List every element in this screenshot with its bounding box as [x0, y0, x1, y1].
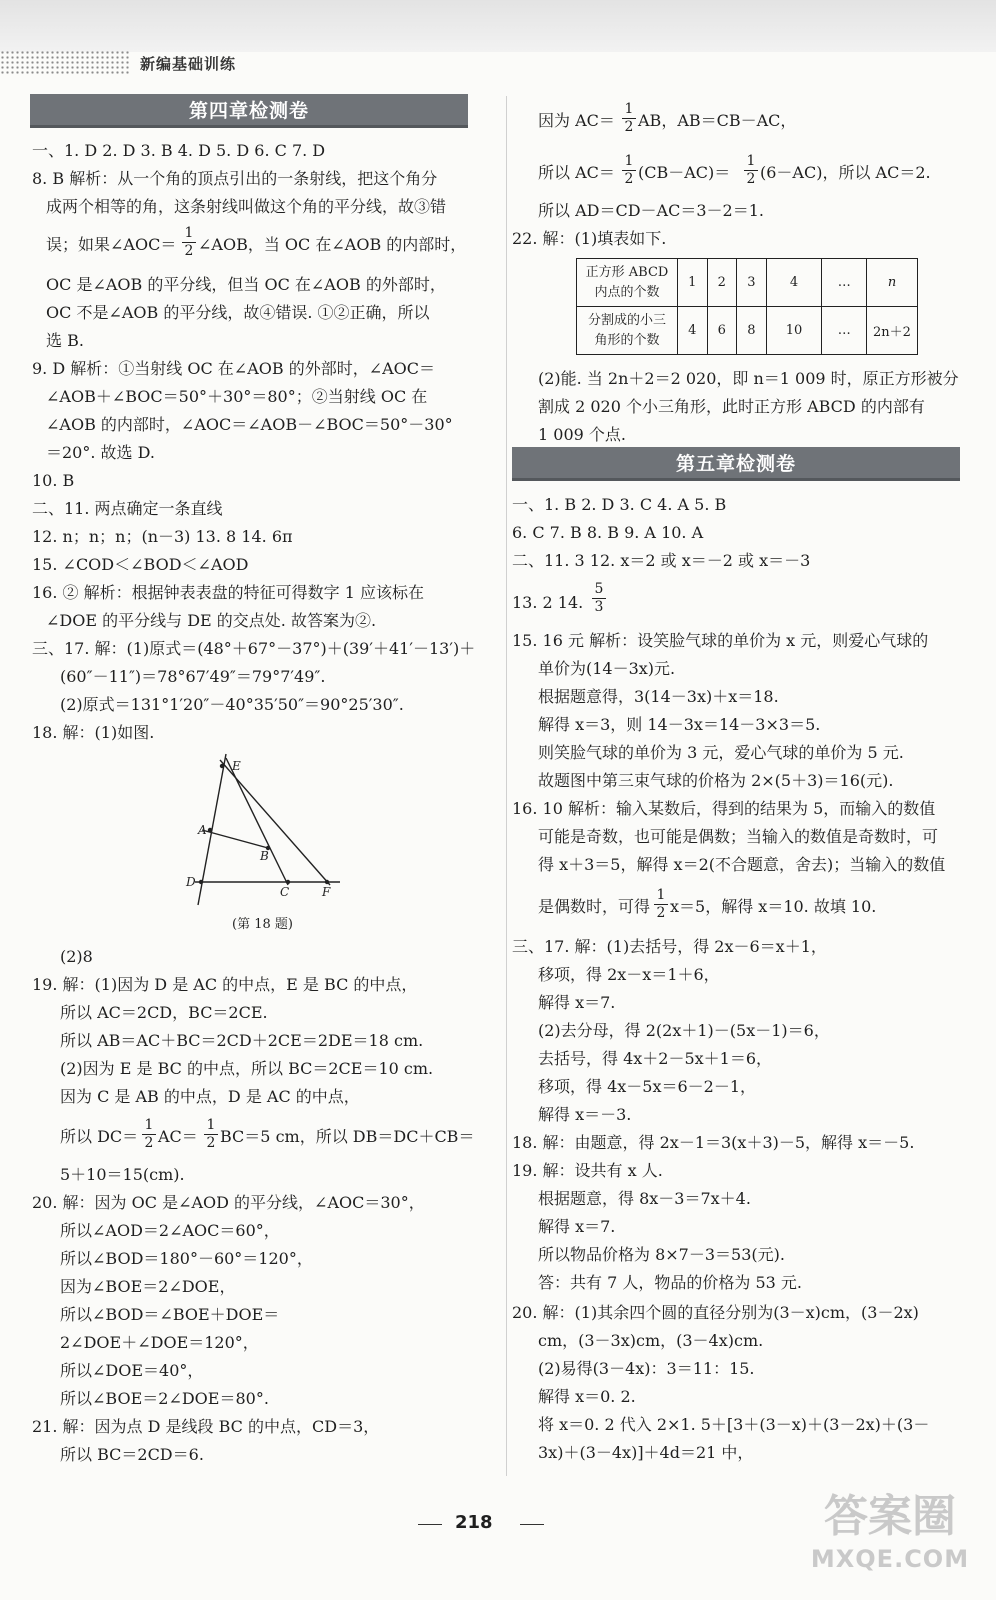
answer-line: 10. B	[32, 471, 75, 490]
answer-line: AB，AB＝CB－AC，	[638, 111, 797, 130]
answer-line: 15. 16 元 解析：设笑脸气球的单价为 x 元，则爱心气球的	[512, 631, 929, 650]
answer-line: 则笑脸气球的单价为 3 元，爱心气球的单价为 5 元.	[538, 743, 904, 762]
answer-line: (2)去分母，得 2(2x＋1)－(5x－1)＝6，	[538, 1021, 830, 1040]
watermark-url: MXQE.COM	[810, 1545, 970, 1573]
answer-line: 解得 x＝7.	[538, 993, 616, 1012]
fraction-half	[622, 102, 636, 135]
answer-line: 成两个相等的角，这条射线叫做这个角的平分线，故③错	[46, 197, 447, 216]
answer-line: (60″－11″)＝78°67′49″＝79°7′49″.	[60, 667, 326, 686]
answer-line: ∠AOB 的内部时，∠AOC＝∠AOB－∠BOC＝50°－30°	[46, 415, 453, 434]
point-e	[220, 764, 224, 768]
watermark-logo	[800, 1490, 980, 1586]
answer-line: ＝20°. 故选 D.	[46, 443, 155, 462]
page-number-dash-right	[520, 1524, 544, 1525]
answer-line: 22. 解：(1)填表如下.	[512, 229, 667, 248]
fraction-denominator: 2	[624, 119, 634, 135]
answer-line: 解得 x＝7.	[538, 1217, 616, 1236]
fraction-half	[142, 1118, 156, 1151]
answer-line: (6－AC)，所以 AC＝2.	[760, 163, 931, 182]
answer-line: 因为 C 是 AB 的中点，D 是 AC 的中点，	[60, 1087, 360, 1106]
answer-line: ∠DOE 的平分线与 DE 的交点处. 故答案为②.	[46, 611, 377, 630]
answer-line: 所以∠AOD＝2∠AOC＝60°，	[60, 1221, 280, 1240]
answer-line: 19. 解：设共有 x 人.	[512, 1161, 663, 1180]
table-row-header	[577, 307, 678, 355]
table-cell: 4	[678, 307, 708, 355]
answer-line: 所以 AC＝	[538, 163, 615, 182]
answer-line: 误；如果∠AOC＝	[46, 235, 177, 254]
answer-line: 一、1. D 2. D 3. B 4. D 5. D 6. C 7. D	[32, 141, 326, 160]
answer-line: (CB－AC)＝	[638, 163, 731, 182]
fraction-half	[622, 154, 636, 187]
table-cell: 6	[707, 307, 737, 355]
fraction-half	[182, 226, 196, 259]
answer-line: AC＝	[158, 1127, 198, 1146]
answer-line: 所以 AC＝2CD，BC＝2CE.	[60, 1003, 268, 1022]
answer-line: 所以 AD＝CD－AC＝3－2＝1.	[538, 201, 764, 220]
answer-line: 移项，得 2x－x＝1＋6，	[538, 965, 720, 984]
answer-line: 将 x＝0. 2 代入 2×1. 5＋[3＋(3－x)＋(3－2x)＋(3－	[538, 1415, 930, 1434]
table-cell: …	[822, 259, 867, 307]
fraction-numerator: 1	[624, 153, 634, 169]
table-cell: 2	[707, 259, 737, 307]
answer-line: 所以 DC＝	[60, 1127, 139, 1146]
fraction-denominator: 2	[206, 1135, 216, 1151]
answer-line: 选 B.	[46, 331, 84, 350]
answer-line: x＝5，解得 x＝10. 故填 10.	[670, 897, 877, 916]
series-title: 新编基础训练	[140, 55, 237, 73]
point-c	[286, 880, 290, 884]
fraction-numerator: 1	[144, 1117, 154, 1133]
answer-table	[576, 258, 918, 355]
answer-line: (2)原式＝131°1′20″－40°35′50″＝90°25′30″.	[60, 695, 404, 714]
label-e: E	[232, 759, 241, 773]
answer-line: 1 009 个点.	[538, 425, 626, 444]
answer-line: 所以∠BOD＝∠BOE＋DOE＝	[60, 1305, 280, 1324]
table-header-line: 角形的个数	[594, 332, 660, 348]
fraction-numerator: 1	[746, 153, 756, 169]
table-cell: 3	[737, 259, 767, 307]
answer-line: 根据题意得，3(14－3x)＋x＝18.	[538, 687, 779, 706]
table-row	[577, 259, 918, 307]
table-row	[577, 307, 918, 355]
chapter4-title: 第四章检测卷	[30, 94, 468, 128]
answer-line: 去括号，得 4x＋2－5x＋1＝6，	[538, 1049, 773, 1068]
fraction-denominator: 2	[656, 905, 666, 921]
fraction-numerator: 1	[624, 101, 634, 117]
answer-line: (2)8	[60, 947, 93, 966]
fraction-five-thirds	[592, 582, 606, 615]
table-cell: 10	[766, 307, 822, 355]
answer-line: OC 是∠AOB 的平分线，但当 OC 在∠AOB 的外部时，	[46, 275, 446, 294]
fraction-numerator: 1	[184, 225, 194, 241]
answer-line: 18. 解：由题意，得 2x－1＝3(x＋3)－5，解得 x＝－5.	[512, 1133, 915, 1152]
fraction-numerator: 1	[206, 1117, 216, 1133]
page-top-band	[0, 0, 996, 52]
table-cell: n	[867, 259, 918, 307]
answer-line: 2∠DOE＋∠DOE＝120°，	[60, 1333, 259, 1352]
fraction-denominator: 3	[594, 599, 604, 615]
fraction-denominator: 2	[746, 171, 756, 187]
answer-line: 割成 2 020 个小三角形，此时正方形 ABCD 的内部有	[538, 397, 925, 416]
answer-line: 二、11. 两点确定一条直线	[32, 499, 223, 518]
answer-line: 是偶数时，可得	[538, 897, 651, 916]
answer-line: ∠AOB，当 OC 在∠AOB 的内部时，	[198, 235, 467, 254]
answer-line: 所以∠DOE＝40°，	[60, 1361, 204, 1380]
answer-line: 因为∠BOE＝2∠DOE，	[60, 1277, 236, 1296]
answer-line: (2)易得(3－4x)：3＝11：15.	[538, 1359, 755, 1378]
page-number-dash-left	[418, 1524, 442, 1525]
answer-line: 所以∠BOE＝2∠DOE＝80°.	[60, 1389, 269, 1408]
answer-line: 所以 AB＝AC＋BC＝2CD＋2CE＝2DE＝18 cm.	[60, 1031, 424, 1050]
fraction-denominator: 2	[184, 243, 194, 259]
answer-line: 所以物品价格为 8×7－3＝53(元).	[538, 1245, 785, 1264]
point-d	[199, 880, 203, 884]
answer-line: 13. 2 14.	[512, 593, 584, 612]
table-cell: 4	[766, 259, 822, 307]
answer-line: 9. D 解析：①当射线 OC 在∠AOB 的外部时，∠AOC＝	[32, 359, 436, 378]
column-divider	[506, 96, 507, 1476]
table-cell: …	[822, 307, 867, 355]
answer-line: 解得 x＝－3.	[538, 1105, 632, 1124]
label-b: B	[260, 849, 269, 863]
answer-line: 解得 x＝3，则 14－3x＝14－3×3＝5.	[538, 715, 821, 734]
answer-line: 21. 解：因为点 D 是线段 BC 的中点，CD＝3，	[32, 1417, 380, 1436]
fraction-numerator: 1	[656, 887, 666, 903]
answer-line: 19. 解：(1)因为 D 是 AC 的中点，E 是 BC 的中点，	[32, 975, 418, 994]
fraction-half	[204, 1118, 218, 1151]
table-cell: 8	[737, 307, 767, 355]
answer-line: 单价为(14－3x)元.	[538, 659, 676, 678]
table-header-line: 正方形 ABCD	[585, 264, 669, 280]
figure-caption: (第 18 题)	[232, 917, 293, 932]
fraction-half	[744, 154, 758, 187]
header-dot-pattern	[0, 50, 130, 74]
answer-line: 3x)＋(3－4x)]＋4d＝21 中，	[538, 1443, 754, 1462]
answer-line: ∠AOB＋∠BOC＝50°＋30°＝80°；②当射线 OC 在	[46, 387, 428, 406]
page-number: 218	[455, 1512, 493, 1533]
table-cell: 1	[678, 259, 708, 307]
answer-line: 16. ② 解析：根据钟表表盘的特征可得数字 1 应该标在	[32, 583, 424, 602]
table-cell: 2n＋2	[867, 307, 918, 355]
answer-line: 所以∠BOD＝180°－60°＝120°，	[60, 1249, 313, 1268]
fraction-denominator: 2	[624, 171, 634, 187]
table-header-line: 分割成的小三	[587, 312, 666, 328]
answer-line: 二、11. 3 12. x＝2 或 x＝－2 或 x＝－3	[512, 551, 811, 570]
answer-line: 得 x＋3＝5，解得 x＝2(不合题意，舍去)；当输入的数值	[538, 855, 946, 874]
segment-ab	[202, 830, 268, 848]
answer-line: 答：共有 7 人，物品的价格为 53 元.	[538, 1273, 802, 1292]
fraction-denominator: 2	[144, 1135, 154, 1151]
point-f	[325, 880, 329, 884]
answer-line: BC＝5 cm，所以 DB＝DC＋CB＝	[220, 1127, 475, 1146]
fraction-numerator: 5	[594, 581, 604, 597]
answer-line: 移项，得 4x－5x＝6－2－1，	[538, 1077, 757, 1096]
answer-line: 18. 解：(1)如图.	[32, 723, 155, 742]
answer-line: 15. ∠COD＜∠BOD＜∠AOD	[32, 555, 249, 574]
label-a: A	[198, 823, 207, 837]
answer-line: OC 不是∠AOB 的平分线，故④错误. ①②正确，所以	[46, 303, 430, 322]
label-f: F	[322, 885, 331, 899]
answer-line: 解得 x＝0. 2.	[538, 1387, 636, 1406]
answer-line: 三、17. 解：(1)原式＝(48°＋67°－37°)＋(39′＋41′－13′)＋	[32, 639, 476, 658]
fraction-half	[654, 888, 668, 921]
answer-line: 因为 AC＝	[538, 111, 615, 130]
answer-line: 20. 解：因为 OC 是∠AOD 的平分线，∠AOC＝30°，	[32, 1193, 425, 1212]
answer-line: 12. n；n；n；(n－3) 13. 8 14. 6π	[32, 527, 293, 546]
watermark-text: 答案圈	[824, 1491, 956, 1542]
answer-line: (2)因为 E 是 BC 的中点，所以 BC＝2CE＝10 cm.	[60, 1059, 434, 1078]
answer-line: 16. 10 解析：输入某数后，得到的结果为 5，而输入的数值	[512, 799, 936, 818]
answer-line: (2)能. 当 2n＋2＝2 020，即 n＝1 009 时，原正方形被分	[538, 369, 959, 388]
label-c: C	[280, 885, 290, 899]
answer-line: 20. 解：(1)其余四个圆的直径分别为(3－x)cm，(3－2x)	[512, 1303, 919, 1322]
answer-line: 故题图中第三束气球的价格为 2×(5＋3)＝16(元).	[538, 771, 894, 790]
answer-line: 8. B 解析：从一个角的顶点引出的一条射线，把这个角分	[32, 169, 438, 188]
answer-line: 三、17. 解：(1)去括号，得 2x－6＝x＋1，	[512, 937, 827, 956]
answer-line: 根据题意，得 8x－3＝7x＋4.	[538, 1189, 751, 1208]
line-ef	[220, 760, 330, 885]
answer-line: 所以 BC＝2CD＝6.	[60, 1445, 204, 1464]
table-header-line: 内点的个数	[594, 284, 660, 300]
answer-line: 6. C 7. B 8. B 9. A 10. A	[512, 523, 704, 542]
answer-line: cm，(3－3x)cm，(3－4x)cm.	[538, 1331, 764, 1350]
answer-line: 一、1. B 2. D 3. C 4. A 5. B	[512, 495, 727, 514]
figure-18-diagram	[180, 750, 350, 910]
answer-line: 5＋10＝15(cm).	[60, 1165, 185, 1184]
table-row-header	[577, 259, 678, 307]
label-d: D	[186, 875, 196, 889]
point-a	[208, 828, 212, 832]
answer-line: 可能是奇数，也可能是偶数；当输入的数值是奇数时，可	[538, 827, 939, 846]
chapter5-title: 第五章检测卷	[512, 447, 960, 481]
